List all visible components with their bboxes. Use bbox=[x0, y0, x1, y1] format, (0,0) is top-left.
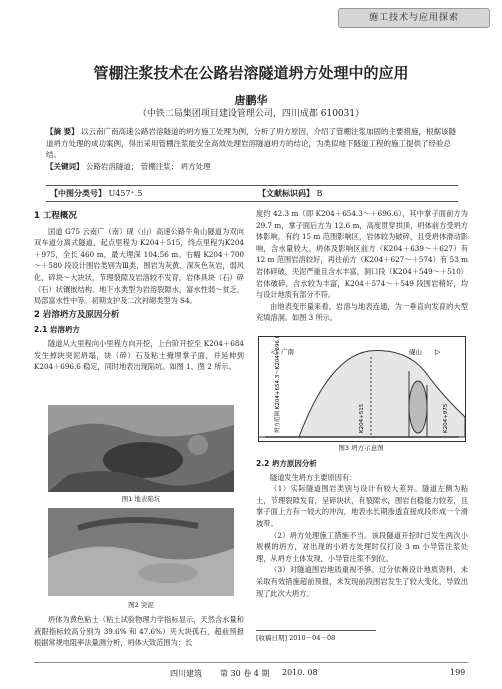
doc-value: B bbox=[316, 189, 323, 198]
section-2-2-intro: 隧道发生坍方主要原因有： bbox=[270, 472, 357, 482]
author-name: 唐鹏华 bbox=[234, 94, 268, 107]
figure-2-photo bbox=[48, 508, 234, 596]
keywords-row bbox=[46, 161, 458, 173]
article-title: 管棚注浆技术在公路岩溶隧道坍方处理中的应用 bbox=[93, 64, 409, 82]
section-2-1-paragraph: 隧道从大里程向小里程方向开挖，上台阶开挖至 K204＋684 发生掉块突泥坍塌，块（碎）石及粘土掩埋掌子面，并延伸到 K204＋696.6 稳定，同时地表出现陷坑。如图 1、图 2 所示。 bbox=[34, 338, 244, 372]
document-code bbox=[258, 188, 322, 199]
direction-left-label: 广南 bbox=[281, 348, 294, 356]
section-1-heading: 1 工程概况 bbox=[34, 211, 77, 221]
figure-2-caption: 图2 突泥 bbox=[128, 601, 154, 609]
author-affiliation: （中铁二局集团项目建设管理公司，四川成都 610031） bbox=[137, 109, 365, 119]
section-banner bbox=[338, 8, 490, 28]
figure-3-caption: 图3 坍方示意图 bbox=[338, 444, 384, 452]
right-second-paragraph: 由地表变形量来看，岩溶与地表连通，为一垂直向发育的大型充填溶洞。如图 3 所示。 bbox=[256, 301, 468, 323]
figure-2-image bbox=[48, 508, 234, 596]
reason-3-paragraph: （3）对隧道围岩地质重视不够。过分依赖设计地质资料，未采取有效措施超前预报，未发现前段围岩发生了较大变化，导致出现了此次大坍方。 bbox=[256, 565, 468, 598]
reason-2-paragraph: （2）坍方处理施工措施不当。该段隧道开挖时已发生两次小规模的坍方，对出现的小坍方处理时仅打设 3 m 小导管注浆处理，从坍方土体发现，小导管注浆不到位。 bbox=[256, 530, 468, 563]
section-1-paragraph: 国道 G75 云南广（南）砚（山）高速公路牛角山隧道为双向双车道分离式隧道，起点里程为 K204＋515，终点里程为K204＋975，全长 460 m，最大埋深 104.56 m。右幅 K204＋700～＋580 段设计围岩类别为Ⅲ类，围岩为灰黄、深灰色灰岩，弱风化，碎块～大块状，节理裂隙及岩溶较不发育，岩体具块（石）碎（石）状镶嵌结构。地下水类型为岩溶裂隙水，富水性弱～贫乏，局部富水性中等。初期支护及二次衬砌类型为 S4。 bbox=[34, 226, 244, 306]
received-divider bbox=[256, 630, 376, 631]
right-column-lower bbox=[256, 456, 468, 599]
footer-volume: 第 30 卷 4 期 bbox=[220, 669, 270, 678]
left-column bbox=[34, 208, 244, 373]
footer-date: 2010. 08 bbox=[282, 668, 318, 677]
collapse-range-label: 坍方范围 K204+654.3～K204+696.6 bbox=[275, 337, 281, 433]
left-column-bottom bbox=[34, 614, 244, 649]
abstract-label: 【摘 要】 bbox=[46, 127, 79, 136]
footer-journal: 四川建筑 bbox=[170, 669, 202, 678]
figure-1-image bbox=[48, 405, 234, 492]
banner-text: 施工技术与应用探索 bbox=[368, 13, 459, 23]
abstract-text: 以云南广南高速公路岩溶隧道的坍方施工处理为例，分析了坍方原因，介绍了管棚注浆加固的主要措施，根据该隧道坍方处理的成功案例，得出采用管棚注浆能安全高效处理岩溶隧道坍方的结论，为类似地下隧道工程的施工提供了经验总结。 bbox=[46, 127, 457, 159]
figure-3-svg bbox=[259, 337, 465, 441]
figure-1-caption: 图1 地表陷坑 bbox=[121, 495, 161, 503]
bottom-paragraph: 坍体为黄色粘土（粘土试验物理力学指标显示，天然含水量和液限指标较高分别为 39.6% 和 47.6%）夹大块孤石，超前预报根据常规电阻率法量测分析，坍体大致范围为：长 bbox=[34, 615, 244, 648]
direction-right-label: 砚山 bbox=[409, 348, 422, 356]
arrow-right-icon: ▷ bbox=[435, 348, 441, 356]
divider-bottom bbox=[46, 201, 458, 202]
footer-divider bbox=[34, 662, 468, 663]
chainage-right-label: K204+975 bbox=[443, 403, 449, 433]
figure-1-photo bbox=[48, 405, 234, 492]
right-column bbox=[256, 208, 468, 324]
section-2-1-heading: 2.1 岩溶坍方 bbox=[34, 325, 80, 335]
arrow-left-icon: ◁ bbox=[271, 348, 277, 356]
clc-value: U457⁺.5 bbox=[108, 189, 143, 198]
keywords-label: 【关键词】 bbox=[46, 161, 84, 171]
section-2-heading: 2 岩溶坍方及原因分析 bbox=[34, 309, 120, 320]
chainage-left-label: K204+515 bbox=[359, 403, 365, 433]
clc-label: 【中图分类号】 bbox=[50, 188, 106, 198]
abstract-text-row bbox=[46, 126, 458, 161]
keywords-text: 公路岩溶隧道； 管棚注浆； 坍方处理 bbox=[85, 161, 211, 171]
right-top-paragraph: 度约 42.3 m（即 K204＋654.3～＋696.6），其中掌子面前方为 29.7 m，掌子面后方为 12.6 m，高度贯穿拱顶，坍体前方受坍方体影响，有约 15 m 范围影响区，岩体较为破碎，且受坍体滑动影响，含水量较大。坍体及影响区前方（K204＋639～＋627）有 12 m 范围岩溶较好，再往前方（K204＋627～＋574）有 53 m 岩体碎破，夹泥严重且含水丰富，洞口段（K204＋549～＋510）岩体破碎，含水较为丰富，K204＋574～＋549 段围岩稍好，均与设计地质有部分不符。 bbox=[256, 209, 468, 300]
footer-page-number: 199 bbox=[450, 668, 466, 677]
received-date: [收稿日期] 2010－04－08 bbox=[256, 634, 336, 642]
divider-top bbox=[46, 185, 458, 186]
clc-number bbox=[50, 188, 142, 199]
reason-1-paragraph: （1）实际隧道围岩类别与设计有较大差异。隧道左侧为粘土，节理裂隙发育，呈碎块状，有裂隙水，围岩自稳能力较差，且掌子面上方有一较大的冲沟，地表水长期渗透直接成段形成一个滑坡带。 bbox=[256, 484, 468, 528]
figure-3-diagram bbox=[258, 336, 466, 442]
section-2-2-heading: 2.2 坍方原因分析 bbox=[256, 459, 317, 468]
doc-label: 【文献标识码】 bbox=[258, 188, 314, 198]
abstract-block bbox=[46, 126, 458, 172]
